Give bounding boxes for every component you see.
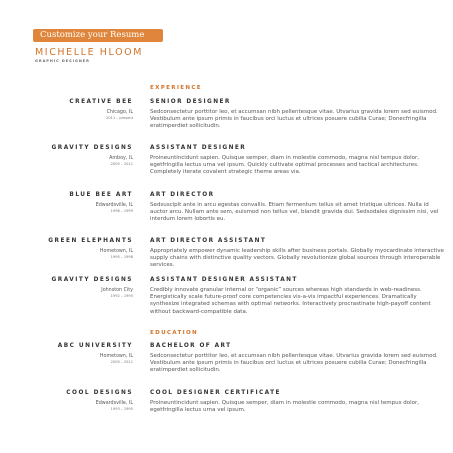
- resume-role: GRAPHIC DESIGNER: [35, 59, 90, 63]
- entry-description: Sedsuscipit ante in arcu egestas convallis. Etiam fermentum tellus sit amet tristique ultrices. Nulla id auctor arcu. Nullam ante sem, euismod non tellus vel, blandit gravida dui. Sedsodales dignissim nisi, vel interdum lorem lobortis eu.: [150, 202, 439, 223]
- entry-description: Sedconsectetur porttitor leo, et accumsan nibh pellentesque vitae. Utvarius gravida lorem sed euismod. Vestibulum ante ipsum primis in faucibus orci luctus et ultrices posuere cubilia Curae; Donecfringilla eratimperdiet sollicitudin.: [150, 109, 438, 130]
- entry-dates: 1998 – 1999: [110, 209, 133, 213]
- company-name: BLUE BEE ART: [69, 192, 133, 198]
- degree-title: BACHELOR OF ART: [150, 343, 232, 349]
- entry-description: Sedconsectetur porttitor leo, et accumsan nibh pellentesque vitae. Utvarius gravida lorem sed euismod. Vestibulum ante ipsum primis in faucibus orci luctus et ultrices posuere cubilia Curae; Donecfringilla eratimperdiet sollicitudin.: [150, 353, 438, 374]
- resume-name: MICHELLE HLOOM: [35, 47, 144, 58]
- job-title: ASSISTANT DESIGNER ASSISTANT: [150, 277, 298, 283]
- degree-title: COOL DESIGNER CERTIFICATE: [150, 390, 281, 396]
- entry-location: Chicago, IL: [106, 110, 133, 115]
- entry-description: Proineuntincidunt sapien. Quisque semper, diam in molestie commodo, magna nisl tempus dolor, egetfringilla lectus urna vel ipsum.: [150, 400, 419, 414]
- entry-dates: 2005 – 2011: [110, 360, 133, 364]
- company-name: GREEN ELEPHANTS: [48, 238, 133, 244]
- company-name: GRAVITY DESIGNS: [51, 145, 133, 151]
- job-title: ART DIRECTOR: [150, 192, 215, 198]
- section-education-title: EDUCATION: [150, 330, 199, 336]
- entry-description: Proineuntincidunt sapien. Quisque semper, diam in molestie commodo, magna nisl tempus dolor, egetfringilla lectus urna vel ipsum. Quickly cultivate optimal processes and tactical architectures. Completely iterate covalent strategic theme areas via.: [150, 155, 419, 176]
- entry-location: Hometown, IL: [99, 249, 133, 254]
- entry-location: Johnston City: [101, 288, 133, 293]
- entry-dates: 1995 – 1998: [110, 255, 133, 259]
- section-experience-title: EXPERIENCE: [150, 85, 202, 91]
- entry-location: Edwardsville, IL: [95, 203, 133, 208]
- job-title: SENIOR DESIGNER: [150, 99, 231, 105]
- entry-location: Edwardsville, IL: [95, 401, 133, 406]
- entry-description: Appropriately empower dynamic leadership skills after business portals. Globally myocardinate interactive supply chains with distinctive quality vectors. Globally revolutionize global sources through interoperable services.: [150, 248, 444, 269]
- company-name: GRAVITY DESIGNS: [51, 277, 133, 283]
- job-title: ART DIRECTOR ASSISTANT: [150, 238, 267, 244]
- company-name: CREATIVE BEE: [69, 99, 133, 105]
- entry-description: Credibly innovate granular internal or “organic” sources whereas high standards in web-readiness. Energistically scale future-proof core competencies vis-a-vis impactful experiences. Dramatically synthesize integrated schemas with optimal networks. Interactively procrastinate high-payoff content without backward-compatible data.: [150, 287, 431, 315]
- entry-location: Hometown, IL: [99, 354, 133, 359]
- entry-location: Amboy, IL: [109, 156, 133, 161]
- institution-name: ABC UNIVERSITY: [57, 343, 133, 349]
- customize-resume-button[interactable]: Customize your Resume: [33, 29, 163, 42]
- job-title: ASSISTANT DESIGNER: [150, 145, 247, 151]
- entry-dates: 1993 – 1995: [110, 407, 133, 411]
- institution-name: COOL DESIGNS: [66, 390, 133, 396]
- entry-dates: 1992 – 1995: [110, 294, 133, 298]
- entry-dates: 2005 – 2011: [110, 162, 133, 166]
- entry-dates: 2011 – present: [106, 116, 133, 120]
